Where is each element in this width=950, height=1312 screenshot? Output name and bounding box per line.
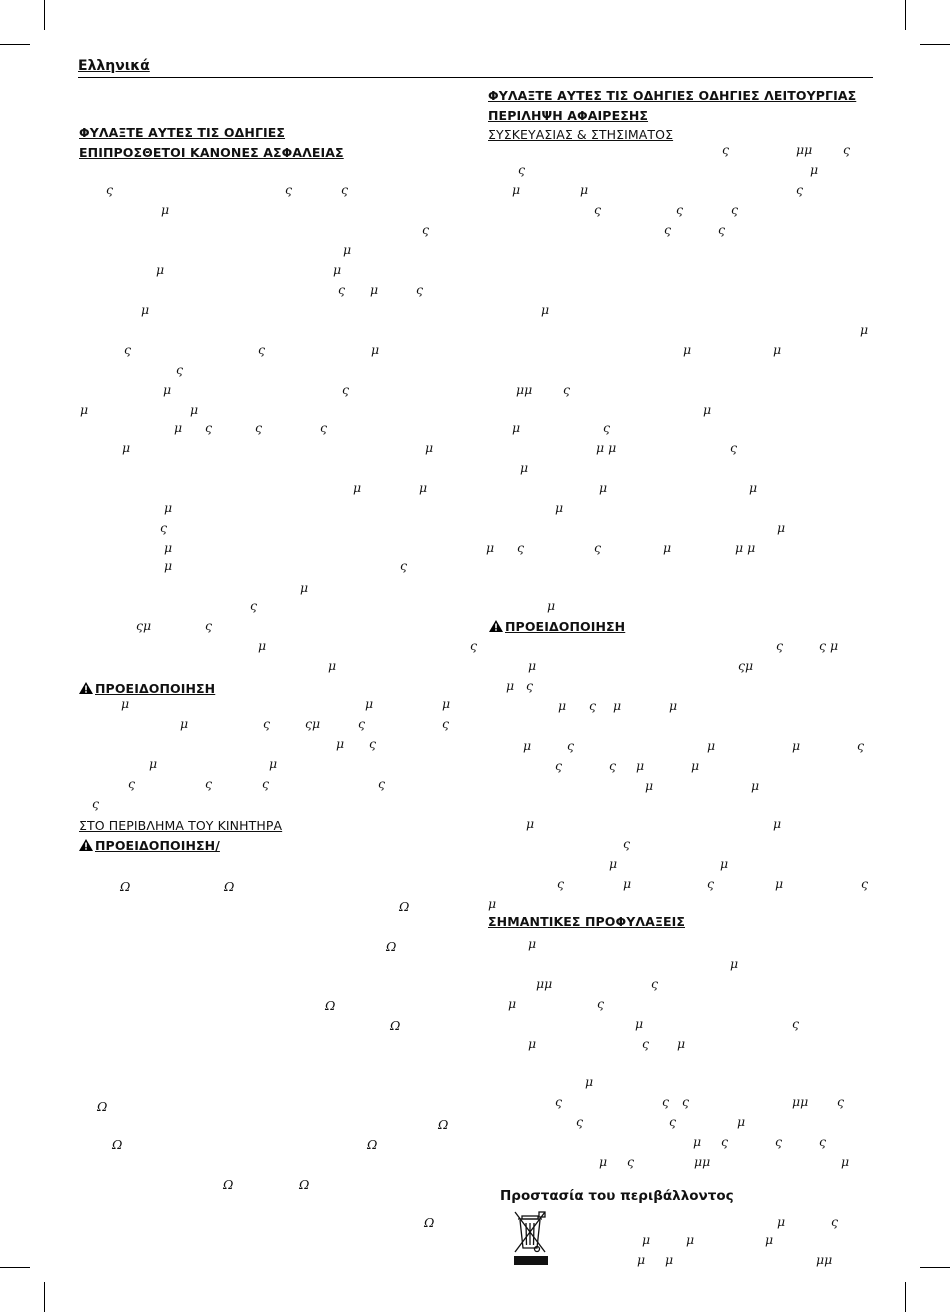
text-glyph: ς bbox=[526, 678, 534, 693]
text-glyph: ς bbox=[843, 142, 851, 157]
text-glyph: ς bbox=[707, 876, 715, 891]
language-label: Ελληνικά bbox=[78, 58, 150, 74]
text-glyph: ς bbox=[555, 1094, 563, 1109]
text-glyph: μ bbox=[665, 1252, 674, 1267]
text-glyph: ς bbox=[837, 1094, 845, 1109]
warning-icon bbox=[79, 839, 93, 851]
text-glyph: ς bbox=[831, 1214, 839, 1229]
warning-label: ΠΡΟΕΙΔΟΠΟΙΗΣΗ bbox=[95, 681, 216, 696]
text-glyph: μ bbox=[635, 1016, 644, 1031]
text-glyph: μ bbox=[585, 1074, 594, 1089]
text-glyph: Ω bbox=[424, 1215, 435, 1230]
text-glyph: Ω bbox=[386, 939, 397, 954]
text-glyph: ς bbox=[338, 282, 346, 297]
text-glyph: μ bbox=[336, 736, 345, 751]
text-glyph: μμ bbox=[796, 142, 813, 157]
text-glyph: ς bbox=[722, 142, 730, 157]
text-glyph: μ bbox=[161, 202, 170, 217]
heading-operating-instructions: ΦΥΛΑΞΤΕ ΑΥΤΕΣ ΤΙΣ ΟΔΗΓΙΕΣ ΟΔΗΓΙΕΣ ΛΕΙΤΟΥΡΓΙΑΣ bbox=[488, 88, 857, 103]
text-glyph: ς bbox=[623, 836, 631, 851]
text-glyph: ς bbox=[250, 598, 258, 613]
text-glyph: ς bbox=[609, 758, 617, 773]
text-glyph: μ bbox=[425, 440, 434, 455]
text-glyph: ς bbox=[416, 282, 424, 297]
text-glyph: μ bbox=[720, 856, 729, 871]
text-glyph: ςμ bbox=[136, 618, 152, 633]
text-glyph: μ bbox=[703, 402, 712, 417]
text-glyph: ς bbox=[796, 182, 804, 197]
heading-packaging-setup: ΣΥΣΚΕΥΑΣΙΑΣ & ΣΤΗΣΙΜΑΤΟΣ bbox=[488, 127, 674, 142]
warning-heading bbox=[489, 619, 625, 634]
text-glyph: Ω bbox=[325, 998, 336, 1013]
text-glyph: μ bbox=[599, 480, 608, 495]
text-glyph: μ bbox=[512, 420, 521, 435]
crop-mark bbox=[920, 44, 950, 45]
text-glyph: ς bbox=[576, 1114, 584, 1129]
text-glyph: μ bbox=[613, 698, 622, 713]
text-glyph: Ω bbox=[224, 879, 235, 894]
text-glyph: ς bbox=[857, 738, 865, 753]
text-glyph: μ bbox=[526, 816, 535, 831]
text-glyph: ς bbox=[518, 162, 526, 177]
crop-mark bbox=[0, 1267, 30, 1268]
text-glyph: ς bbox=[262, 776, 270, 791]
heading-important-precautions: ΣΗΜΑΝΤΙΚΕΣ ΠΡΟΦΥΛΑΞΕΙΣ bbox=[488, 914, 685, 929]
text-glyph: μ bbox=[300, 580, 309, 595]
text-glyph: ς bbox=[642, 1036, 650, 1051]
text-glyph: ςμ bbox=[305, 716, 321, 731]
text-glyph: μ bbox=[419, 480, 428, 495]
text-glyph: μ bbox=[541, 302, 550, 317]
text-glyph: μ bbox=[512, 182, 521, 197]
text-glyph: ς bbox=[594, 202, 602, 217]
text-glyph: μ bbox=[841, 1154, 850, 1169]
text-glyph: Ω bbox=[367, 1137, 378, 1152]
text-glyph: μ bbox=[707, 738, 716, 753]
text-glyph: μ bbox=[580, 182, 589, 197]
text-glyph: ς bbox=[400, 558, 408, 573]
text-glyph: ς bbox=[128, 776, 136, 791]
text-glyph: Ω bbox=[399, 899, 410, 914]
crop-mark bbox=[0, 44, 30, 45]
text-glyph: μ bbox=[636, 758, 645, 773]
text-glyph: μ bbox=[775, 876, 784, 891]
crop-mark bbox=[920, 1267, 950, 1268]
text-glyph: ς bbox=[258, 342, 266, 357]
text-glyph: μ bbox=[258, 638, 267, 653]
text-glyph: ς bbox=[342, 382, 350, 397]
text-glyph: μ bbox=[180, 716, 189, 731]
text-glyph: μ bbox=[442, 696, 451, 711]
text-glyph: μ bbox=[269, 756, 278, 771]
warning-icon bbox=[79, 682, 93, 694]
text-glyph: ς bbox=[378, 776, 386, 791]
text-glyph: μμ bbox=[536, 976, 553, 991]
crop-mark bbox=[44, 0, 45, 30]
text-glyph: ς bbox=[664, 222, 672, 237]
text-glyph: μ bbox=[555, 500, 564, 515]
text-glyph: μ bbox=[343, 242, 352, 257]
text-glyph: μ bbox=[737, 1114, 746, 1129]
text-glyph: μ bbox=[547, 598, 556, 613]
text-glyph: μμ bbox=[694, 1154, 711, 1169]
text-glyph: μ bbox=[773, 816, 782, 831]
text-glyph: μ bbox=[777, 1214, 786, 1229]
text-glyph: μ bbox=[164, 540, 173, 555]
text-glyph: μ bbox=[488, 896, 497, 911]
text-glyph: ς bbox=[124, 342, 132, 357]
text-glyph: μ bbox=[599, 1154, 608, 1169]
text-glyph: ς bbox=[422, 222, 430, 237]
text-glyph: μ bbox=[121, 696, 130, 711]
text-glyph: Ω bbox=[223, 1177, 234, 1192]
text-glyph: μ bbox=[371, 342, 380, 357]
text-glyph: ς bbox=[589, 698, 597, 713]
heading-unpacking-summary: ΠΕΡΙΛΗΨΗ ΑΦΑΙΡΕΣΗΣ bbox=[488, 108, 649, 123]
text-glyph: μμ bbox=[792, 1094, 809, 1109]
text-glyph: μ bbox=[663, 540, 672, 555]
text-glyph: ς bbox=[160, 520, 168, 535]
text-glyph: μ bbox=[669, 698, 678, 713]
text-glyph: ς bbox=[358, 716, 366, 731]
text-glyph: ς bbox=[205, 420, 213, 435]
text-glyph: μ bbox=[190, 402, 199, 417]
text-glyph: ς bbox=[819, 1134, 827, 1149]
text-glyph: μ bbox=[792, 738, 801, 753]
text-glyph: ς bbox=[730, 440, 738, 455]
text-glyph: ς μ bbox=[819, 638, 839, 653]
text-glyph: ς bbox=[567, 738, 575, 753]
text-glyph: ς bbox=[721, 1134, 729, 1149]
text-glyph: μ bbox=[149, 756, 158, 771]
warning-icon bbox=[489, 620, 503, 632]
text-glyph: ς bbox=[176, 362, 184, 377]
text-glyph: ς bbox=[205, 618, 213, 633]
text-glyph: μ bbox=[637, 1252, 646, 1267]
text-glyph: ς bbox=[776, 638, 784, 653]
text-glyph: μ bbox=[691, 758, 700, 773]
text-glyph: μ bbox=[751, 778, 760, 793]
text-glyph: ς bbox=[775, 1134, 783, 1149]
crop-mark bbox=[905, 0, 906, 30]
text-glyph: ς bbox=[517, 540, 525, 555]
text-glyph: ς bbox=[557, 876, 565, 891]
text-glyph: μ bbox=[683, 342, 692, 357]
text-glyph: ς bbox=[792, 1016, 800, 1031]
text-glyph: μ bbox=[174, 420, 183, 435]
text-glyph: ς bbox=[597, 996, 605, 1011]
text-glyph: ς bbox=[718, 222, 726, 237]
text-glyph: μμ bbox=[816, 1252, 833, 1267]
text-glyph: μ bbox=[773, 342, 782, 357]
text-glyph: μ bbox=[156, 262, 165, 277]
text-glyph: Ω bbox=[438, 1117, 449, 1132]
text-glyph: ς bbox=[285, 182, 293, 197]
text-glyph: Ω bbox=[390, 1018, 401, 1033]
text-glyph: ς bbox=[682, 1094, 690, 1109]
header-rule bbox=[78, 77, 873, 78]
text-glyph: μ bbox=[623, 876, 632, 891]
text-glyph: ς bbox=[731, 202, 739, 217]
text-glyph: μ bbox=[506, 678, 515, 693]
text-glyph: μ bbox=[328, 658, 337, 673]
text-glyph: ς bbox=[106, 182, 114, 197]
text-glyph: μ bbox=[765, 1232, 774, 1247]
text-glyph: μ μ bbox=[735, 540, 756, 555]
text-glyph: μ bbox=[122, 440, 131, 455]
text-glyph: ς bbox=[92, 796, 100, 811]
crop-mark bbox=[905, 1282, 906, 1312]
text-glyph: ς bbox=[205, 776, 213, 791]
text-glyph: μ bbox=[528, 936, 537, 951]
text-glyph: μ bbox=[730, 956, 739, 971]
text-glyph: μ bbox=[164, 500, 173, 515]
text-glyph: Ω bbox=[120, 879, 131, 894]
text-glyph: μ bbox=[693, 1134, 702, 1149]
text-glyph: μ bbox=[777, 520, 786, 535]
text-glyph: μ bbox=[528, 658, 537, 673]
text-glyph: μ bbox=[164, 558, 173, 573]
environment-title: Προστασία του περιβάλλοντος bbox=[500, 1188, 734, 1204]
text-glyph: μ bbox=[486, 540, 495, 555]
heading-save-instructions: ΦΥΛΑΞΤΕ ΑΥΤΕΣ ΤΙΣ ΟΔΗΓΙΕΣ bbox=[79, 125, 286, 140]
text-glyph: ς bbox=[470, 638, 478, 653]
text-glyph: μ bbox=[520, 460, 529, 475]
text-glyph: ςμ bbox=[738, 658, 754, 673]
heading-motor-housing: ΣΤΟ ΠΕΡΙΒΛΗΜΑ ΤΟΥ ΚΙΝΗΤΗΡΑ bbox=[79, 818, 283, 833]
text-glyph: μ bbox=[353, 480, 362, 495]
text-glyph: Ω bbox=[97, 1099, 108, 1114]
text-glyph: μ bbox=[609, 856, 618, 871]
text-glyph: μ bbox=[686, 1232, 695, 1247]
text-glyph: ς bbox=[676, 202, 684, 217]
crossed-bin-icon bbox=[510, 1208, 552, 1270]
text-glyph: ς bbox=[627, 1154, 635, 1169]
text-glyph: ς bbox=[603, 420, 611, 435]
text-glyph: μ bbox=[365, 696, 374, 711]
text-glyph: Ω bbox=[112, 1137, 123, 1152]
text-glyph: μμ bbox=[516, 382, 533, 397]
text-glyph: μ bbox=[749, 480, 758, 495]
text-glyph: μ bbox=[163, 382, 172, 397]
text-glyph: μ bbox=[528, 1036, 537, 1051]
text-glyph: μ bbox=[642, 1232, 651, 1247]
text-glyph: ς bbox=[651, 976, 659, 991]
text-glyph: μ bbox=[333, 262, 342, 277]
text-glyph: ς bbox=[263, 716, 271, 731]
warning-label: ΠΡΟΕΙΔΟΠΟΙΗΣΗ bbox=[505, 619, 626, 634]
text-glyph: μ bbox=[370, 282, 379, 297]
text-glyph: Ω bbox=[299, 1177, 310, 1192]
text-glyph: ς bbox=[442, 716, 450, 731]
text-glyph: μ bbox=[80, 402, 89, 417]
text-glyph: ς bbox=[669, 1114, 677, 1129]
text-glyph: ς bbox=[861, 876, 869, 891]
text-glyph: μ bbox=[141, 302, 150, 317]
warning-heading bbox=[79, 838, 220, 853]
crop-mark bbox=[44, 1282, 45, 1312]
text-glyph: ς bbox=[662, 1094, 670, 1109]
text-glyph: μ bbox=[677, 1036, 686, 1051]
text-glyph: ς bbox=[341, 182, 349, 197]
text-glyph: μ bbox=[810, 162, 819, 177]
text-glyph: μ bbox=[860, 322, 869, 337]
text-glyph: ς bbox=[320, 420, 328, 435]
text-glyph: ς bbox=[255, 420, 263, 435]
text-glyph: ς bbox=[555, 758, 563, 773]
text-glyph: μ bbox=[645, 778, 654, 793]
heading-additional-safety-rules: ΕΠΙΠΡΟΣΘΕΤΟΙ ΚΑΝΟΝΕΣ ΑΣΦΑΛΕΙΑΣ bbox=[79, 145, 344, 160]
text-glyph: μ μ bbox=[596, 440, 617, 455]
text-glyph: μ bbox=[558, 698, 567, 713]
text-glyph: ς bbox=[563, 382, 571, 397]
text-glyph: ς bbox=[369, 736, 377, 751]
text-glyph: ς bbox=[594, 540, 602, 555]
text-glyph: μ bbox=[508, 996, 517, 1011]
warning-heading bbox=[79, 681, 215, 696]
warning-label: ΠΡΟΕΙΔΟΠΟΙΗΣΗ/ bbox=[95, 838, 220, 853]
text-glyph: μ bbox=[523, 738, 532, 753]
